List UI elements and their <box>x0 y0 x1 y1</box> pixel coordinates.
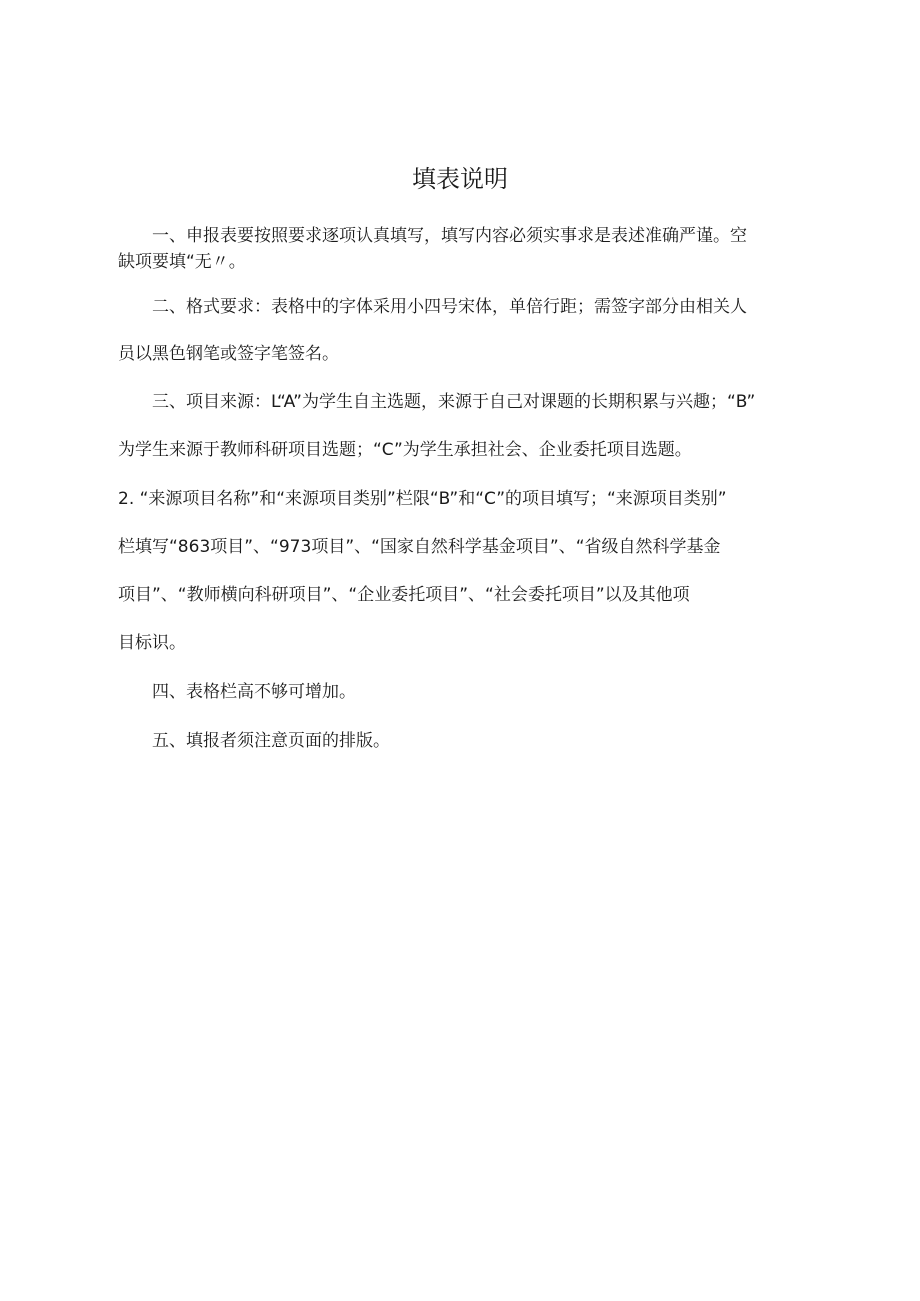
instruction-4-line-4: 目标识。 <box>118 633 186 653</box>
instruction-3-line-2: 为学生来源于教师科研项目选题；“C”为学生承担社会、企业委托项目选题。 <box>118 440 692 460</box>
instruction-6-line-1: 五、填报者须注意页面的排版。 <box>152 731 390 751</box>
instruction-1-line-2: 缺项要填“无〃。 <box>118 252 246 272</box>
instruction-1-line-1: 一、申报表要按照要求逐项认真填写，填写内容必须实事求是表述准确严谨。空 <box>152 226 747 246</box>
instruction-3-line-1: 三、项目来源：L“A”为学生自主选题，来源于自己对课题的长期积累与兴趣；“B” <box>152 392 756 412</box>
instruction-2-line-2: 员以黑色钢笔或签字笔签名。 <box>118 344 339 364</box>
page-title: 填表说明 <box>412 165 508 193</box>
instruction-4-line-1: 2. “来源项目名称”和“来源项目类别”栏限“B”和“C”的项目填写；“来源项目类别” <box>118 489 727 509</box>
instruction-4-line-2: 栏填写“863项目”、“973项目”、“国家自然科学基金项目”、“省级自然科学基金 <box>118 537 721 557</box>
instruction-2-line-1: 二、格式要求：表格中的字体采用小四号宋体，单倍行距；需签字部分由相关人 <box>152 297 747 317</box>
instruction-4-line-3: 项目”、“教师横向科研项目”、“企业委托项目”、“社会委托项目”以及其他项 <box>118 585 690 605</box>
instruction-5-line-1: 四、表格栏高不够可增加。 <box>152 682 356 702</box>
